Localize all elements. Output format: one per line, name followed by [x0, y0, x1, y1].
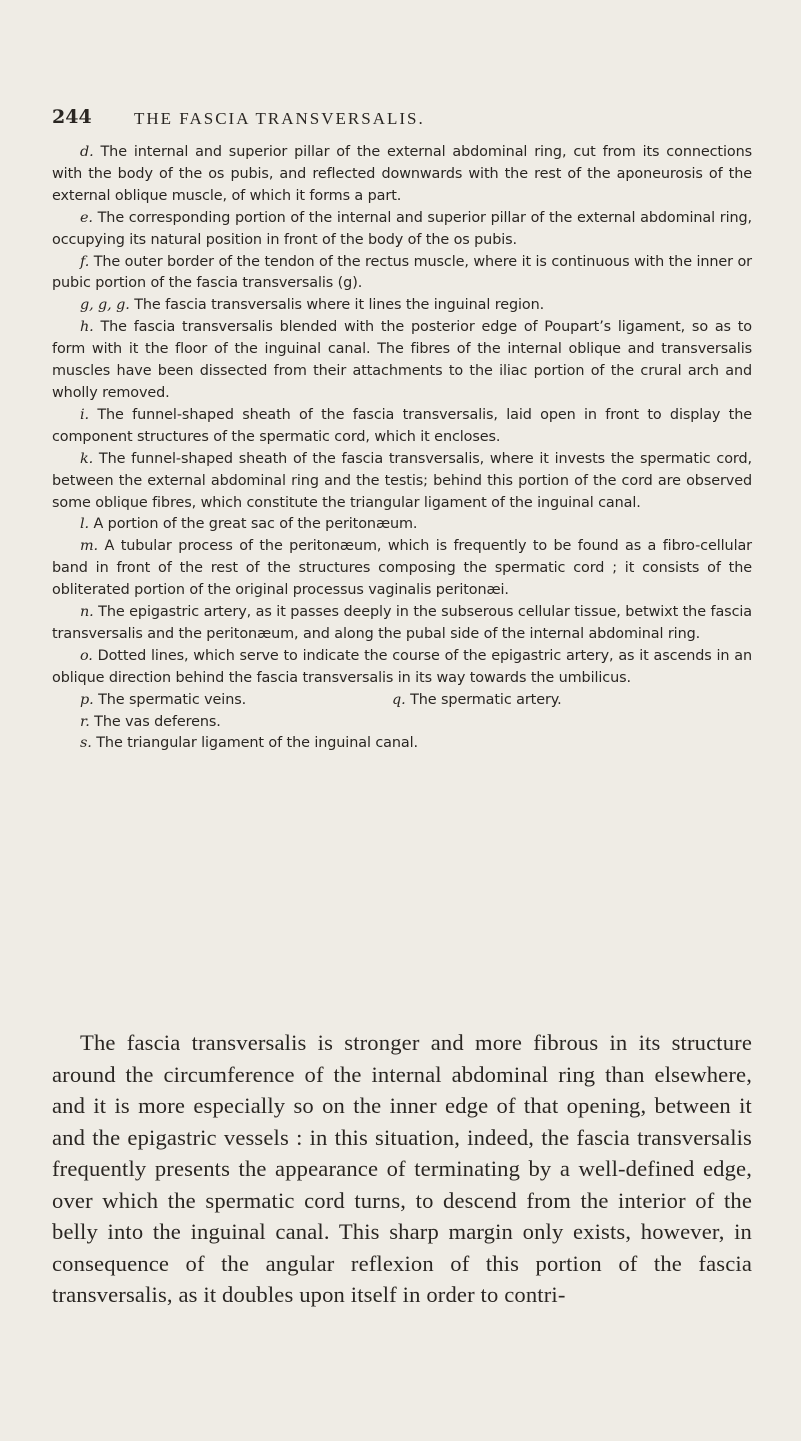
caption-text: The funnel-shaped sheath of the fascia transversalis, laid open in front to display the component structures of the spermatic cord, which it encloses. [52, 406, 752, 445]
caption-letter: q. [392, 691, 406, 708]
caption-letter: g, g, g. [80, 297, 130, 314]
caption-k [52, 449, 752, 515]
page-header [52, 106, 752, 136]
caption-letter: i. [80, 406, 89, 423]
page-number: 244 [52, 106, 92, 128]
caption-letter: n. [80, 604, 94, 621]
caption-text: The outer border of the tendon of the rectus muscle, where it is continuous with the inner or pubic portion of the fascia transversalis (g). [52, 253, 752, 292]
caption-letter: m. [80, 538, 99, 555]
caption-letter: p. [80, 691, 94, 708]
caption-f [52, 252, 752, 296]
caption-e [52, 208, 752, 252]
caption-letter: r. [80, 713, 90, 730]
caption-m [52, 536, 752, 602]
caption-d [52, 142, 752, 208]
caption-text: The triangular ligament of the inguinal canal. [91, 735, 418, 752]
caption-letter: s. [80, 735, 92, 752]
caption-l [52, 514, 752, 536]
caption-i [52, 405, 752, 449]
caption-letter: d. [80, 144, 94, 160]
caption-letter: o. [80, 647, 93, 664]
caption-q [392, 690, 562, 712]
caption-pair-p-q [52, 690, 752, 712]
caption-text: The funnel-shaped sheath of the fascia transversalis, where it invests the spermatic cord, between the external abdominal ring and the testis; behind this portion of the cord are observed some oblique fibres, which constitute the triangular ligament of the inguinal canal. [52, 450, 752, 511]
caption-p [80, 690, 392, 712]
caption-g [52, 295, 752, 317]
caption-text: A tubular process of the peritonæum, which is frequently to be found as a fibro-cellular band in front of the rest of the structures composing the spermatic cord ; it consists of the obliterated portion of the original processus vaginalis peritonæi. [52, 538, 752, 599]
caption-letter: l. [80, 516, 89, 533]
caption-text: The internal and superior pillar of the external abdominal ring, cut from its connections with the body of the os pubis, and reflected downwards with the rest of the aponeurosis of the external oblique muscle, of which it forms a part. [52, 144, 752, 204]
caption-letter: k. [80, 450, 94, 467]
caption-s [52, 733, 752, 755]
caption-letter: e. [80, 209, 93, 226]
caption-text: Dotted lines, which serve to indicate the course of the epigastric artery, as it ascends in an oblique direction behind the fascia transversalis in its way towards the umbilicus. [52, 647, 752, 686]
running-title: THE FASCIA TRANSVERSALIS. [134, 109, 425, 128]
caption-n [52, 602, 752, 646]
caption-o [52, 646, 752, 690]
caption-text: The corresponding portion of the internal and superior pillar of the external abdominal ring, occupying its natural position in front of the body of the os pubis. [52, 209, 752, 248]
caption-text: The spermatic veins. [93, 691, 247, 708]
caption-letter: f. [80, 253, 90, 270]
caption-text: A portion of the great sac of the peritonæum. [88, 516, 418, 533]
caption-text: The fascia transversalis where it lines the inguinal region. [129, 297, 545, 314]
body-text [52, 1027, 752, 1311]
caption-text: The vas deferens. [89, 713, 221, 730]
caption-text: The fascia transversalis blended with the posterior edge of Poupart’s ligament, so as to form with it the floor of the inguinal canal. The fibres of the internal oblique and transversalis muscles have been dissected from their attachments to the iliac portion of the crural arch and wholly removed. [52, 319, 752, 401]
caption-text: The epigastric artery, as it passes deeply in the subserous cellular tissue, betwixt the fascia transversalis and the peritonæum, and along the pubal side of the internal abdominal ring. [52, 604, 752, 642]
figure-captions [52, 142, 752, 755]
caption-h [52, 317, 752, 405]
caption-text: The spermatic artery. [405, 691, 562, 708]
caption-r [52, 712, 752, 734]
caption-letter: h. [80, 319, 94, 336]
body-paragraph: The fascia transversalis is stronger and more fibrous in its structure around the circumference of the internal abdominal ring than elsewhere, and it is more especially so on the inner edge of that opening, between it and the epigastric vessels : in this situation, indeed, the fascia transversalis frequently presents the appearance of terminating by a well-defined edge, over which the spermatic cord turns, to descend from the interior of the belly into the inguinal canal. This sharp margin only exists, however, in consequence of the angular reflexion of this portion of the fascia transversalis, as it doubles upon itself in order to contri- [52, 1030, 752, 1307]
